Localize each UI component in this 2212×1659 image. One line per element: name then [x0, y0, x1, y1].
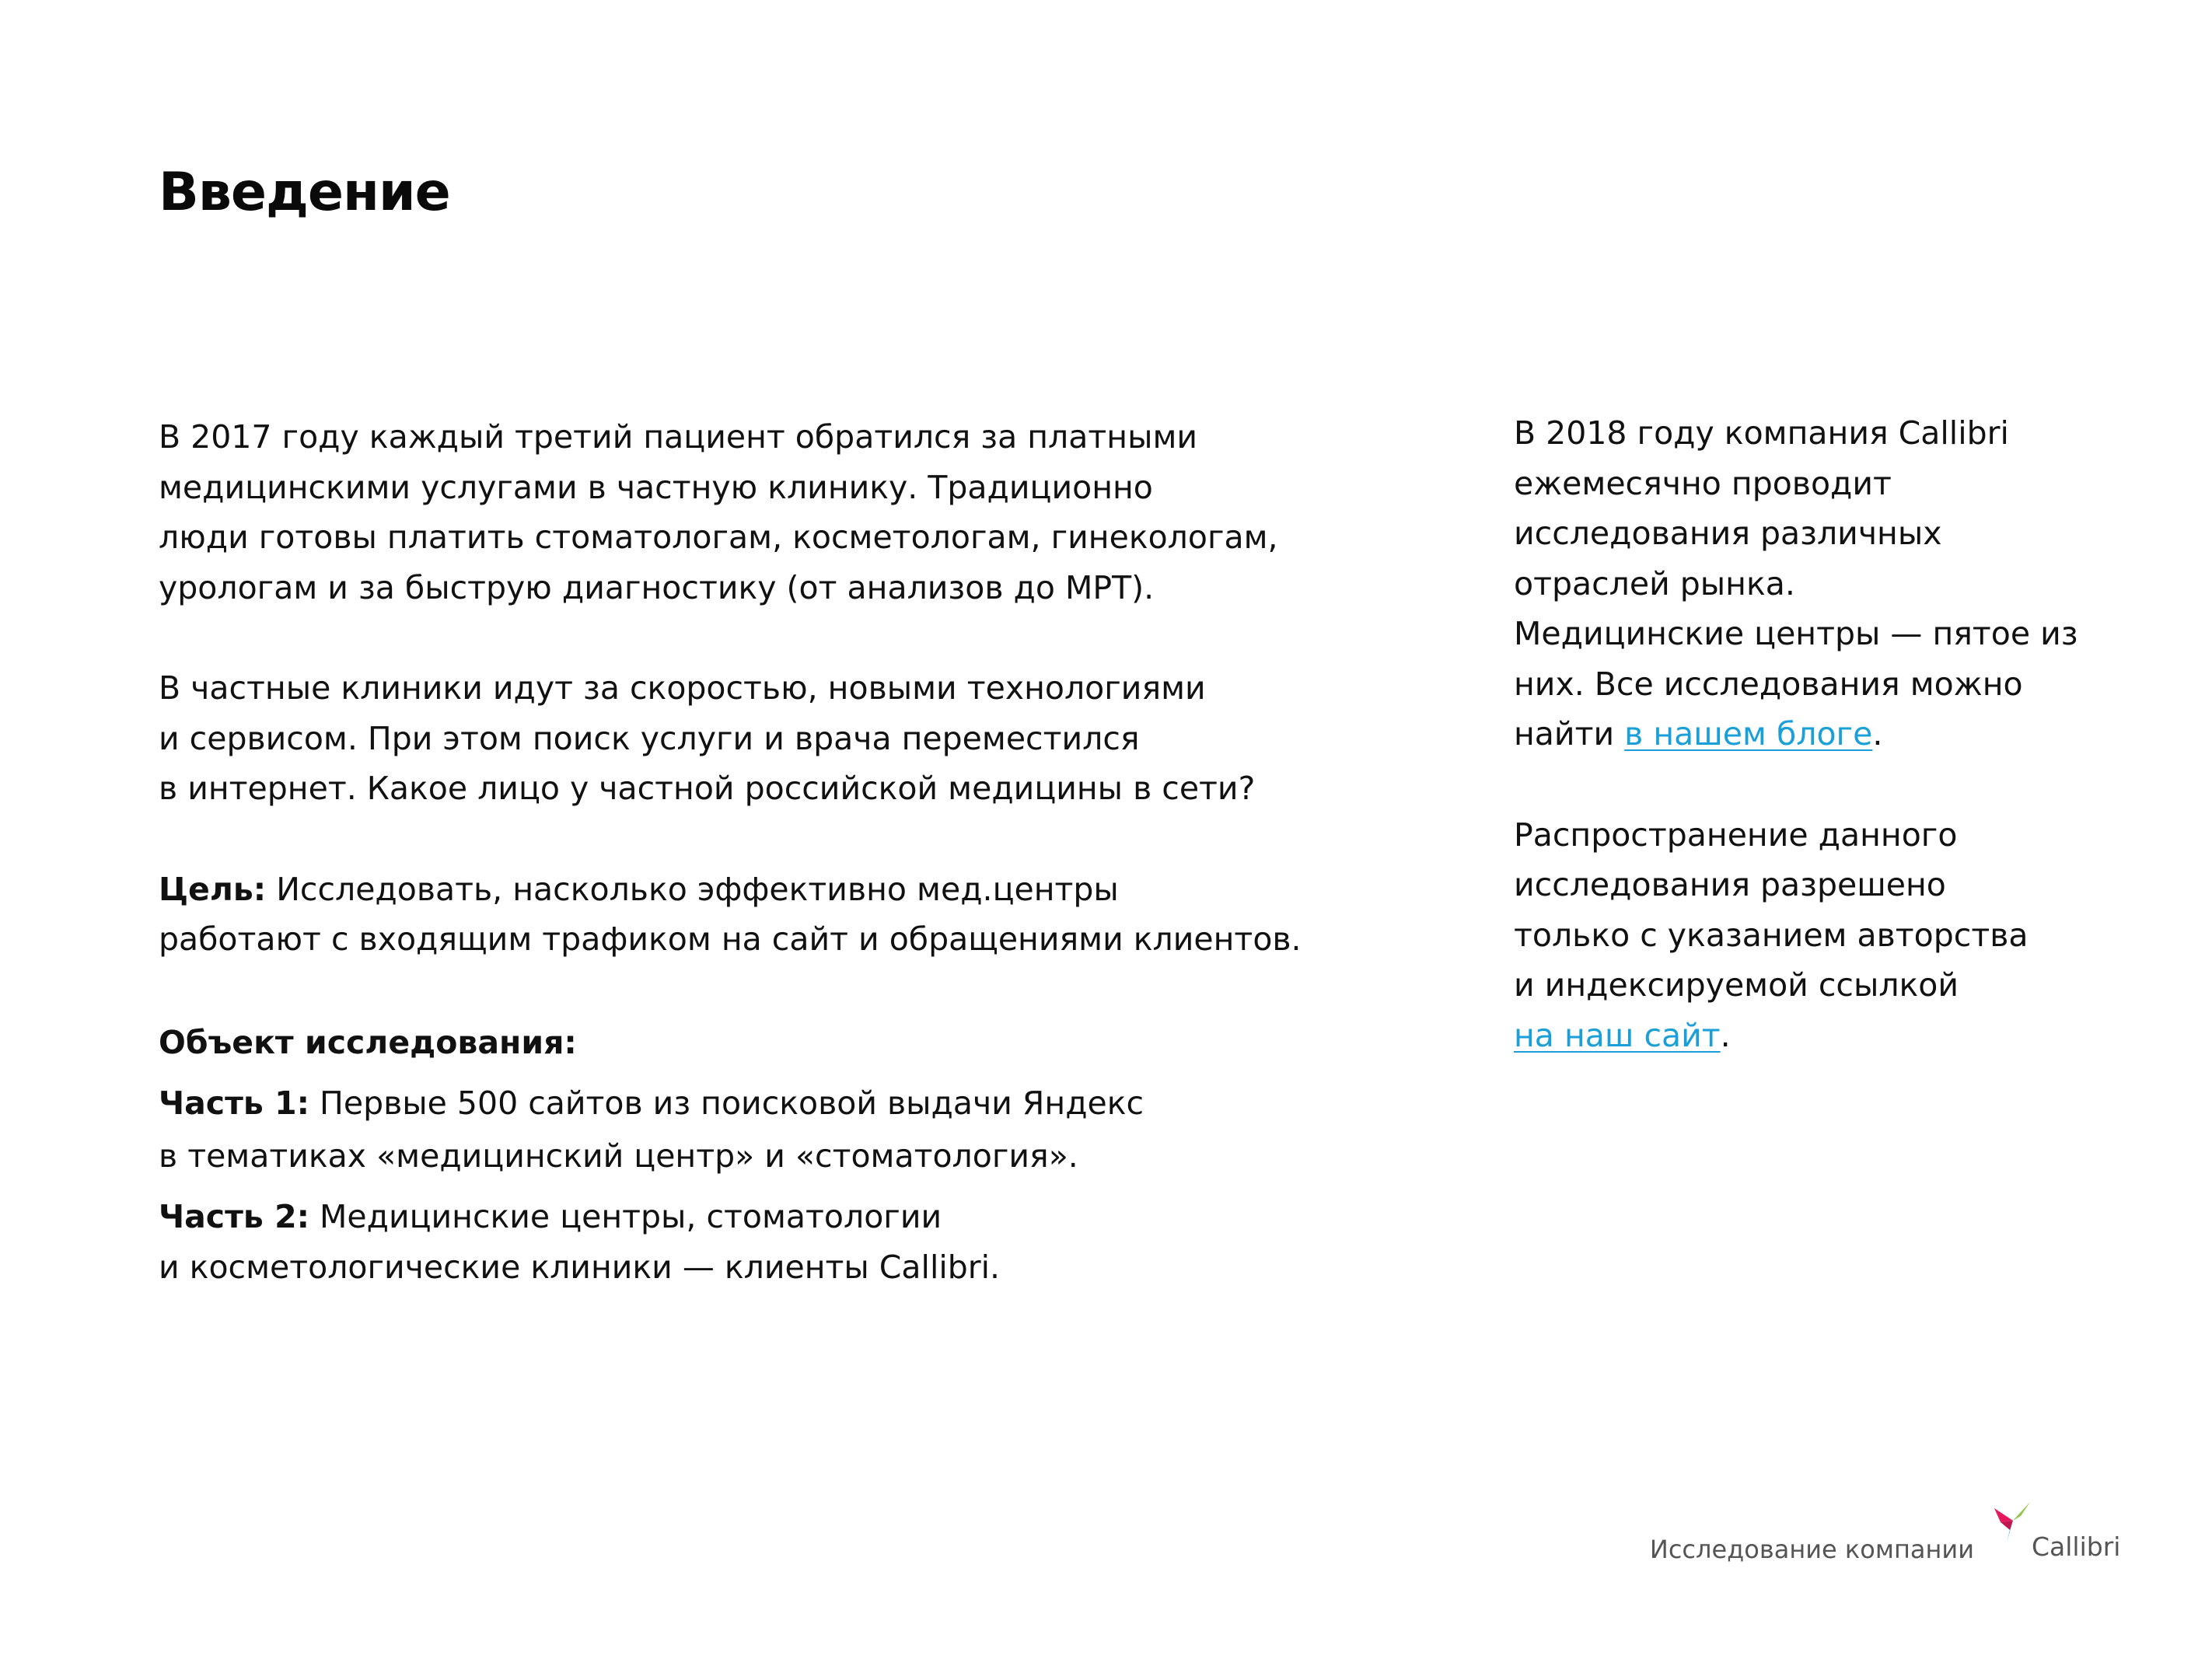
- hummingbird-icon: [1990, 1499, 2036, 1545]
- callibri-logo: [1990, 1499, 2121, 1569]
- text-line: и сервисом. При этом поиск услуги и врача переместился: [159, 719, 1140, 757]
- research-object-block: [159, 1018, 1372, 1293]
- text-line: них. Все исследования можно: [1514, 665, 2023, 703]
- text-line: исследования разрешено: [1514, 866, 1946, 903]
- text-line: найти: [1514, 715, 1625, 753]
- text-line: работают с входящим трафиком на сайт и обращениями клиентов.: [159, 920, 1302, 958]
- goal-label: Цель:: [159, 870, 267, 908]
- part-1: [159, 1077, 1372, 1182]
- text-line: отраслей рынка.: [1514, 564, 1795, 602]
- text-line: В 2018 году компания Callibri: [1514, 414, 2009, 452]
- goal-paragraph: [159, 864, 1372, 965]
- text-line: В частные клиники идут за скоростью, новыми технологиями: [159, 669, 1206, 707]
- text-line: исследования различных: [1514, 515, 1942, 552]
- text-line: Медицинские центры — пятое из: [1514, 615, 2078, 652]
- blog-link[interactable]: в нашем блоге: [1624, 715, 1873, 753]
- text-line: медицинскими услугами в частную клинику. Традиционно: [159, 468, 1153, 506]
- footer: [1649, 1499, 2121, 1569]
- part-2: [159, 1192, 1372, 1292]
- punctuation: .: [1872, 715, 1883, 753]
- text-line: Медицинские центры, стоматологии: [309, 1198, 942, 1235]
- footer-caption: Исследование компании: [1649, 1535, 1974, 1564]
- intro-left-column: [159, 412, 1372, 1301]
- text-line: В 2017 году каждый третий пациент обратился за платными: [159, 418, 1198, 456]
- text-line: Распространение данного: [1514, 816, 1958, 854]
- page-title: Введение: [159, 162, 450, 223]
- text-line: люди готовы платить стоматологам, косметологам, гинекологам,: [159, 519, 1278, 556]
- text-line: только с указанием авторства: [1514, 916, 2029, 954]
- about-paragraph: [1514, 408, 2120, 760]
- text-line: и индексируемой ссылкой: [1514, 966, 1959, 1004]
- research-object-heading: Объект исследования:: [159, 1023, 577, 1061]
- text-line: Исследовать, насколько эффективно мед.центры: [266, 870, 1119, 908]
- intro-right-column: [1514, 408, 2120, 1060]
- site-link[interactable]: на наш сайт: [1514, 1016, 1721, 1054]
- text-line: Первые 500 сайтов из поисковой выдачи Яндекс: [309, 1084, 1144, 1122]
- intro-paragraph-2: [159, 663, 1372, 814]
- license-paragraph: [1514, 810, 2120, 1061]
- text-line: в интернет. Какое лицо у частной российской медицины в сети?: [159, 770, 1256, 807]
- text-line: урологам и за быструю диагностику (от анализов до МРТ).: [159, 568, 1155, 606]
- intro-paragraph-1: [159, 412, 1372, 613]
- text-line: в тематиках «медицинский центр» и «стоматология».: [159, 1137, 1078, 1175]
- part-2-label: Часть 2:: [159, 1198, 309, 1235]
- punctuation: .: [1720, 1016, 1731, 1054]
- text-line: ежемесячно проводит: [1514, 464, 1892, 502]
- brand-name: Callibri: [2032, 1532, 2121, 1562]
- text-line: и косметологические клиники — клиенты Callibri.: [159, 1248, 1001, 1286]
- part-1-label: Часть 1:: [159, 1084, 309, 1122]
